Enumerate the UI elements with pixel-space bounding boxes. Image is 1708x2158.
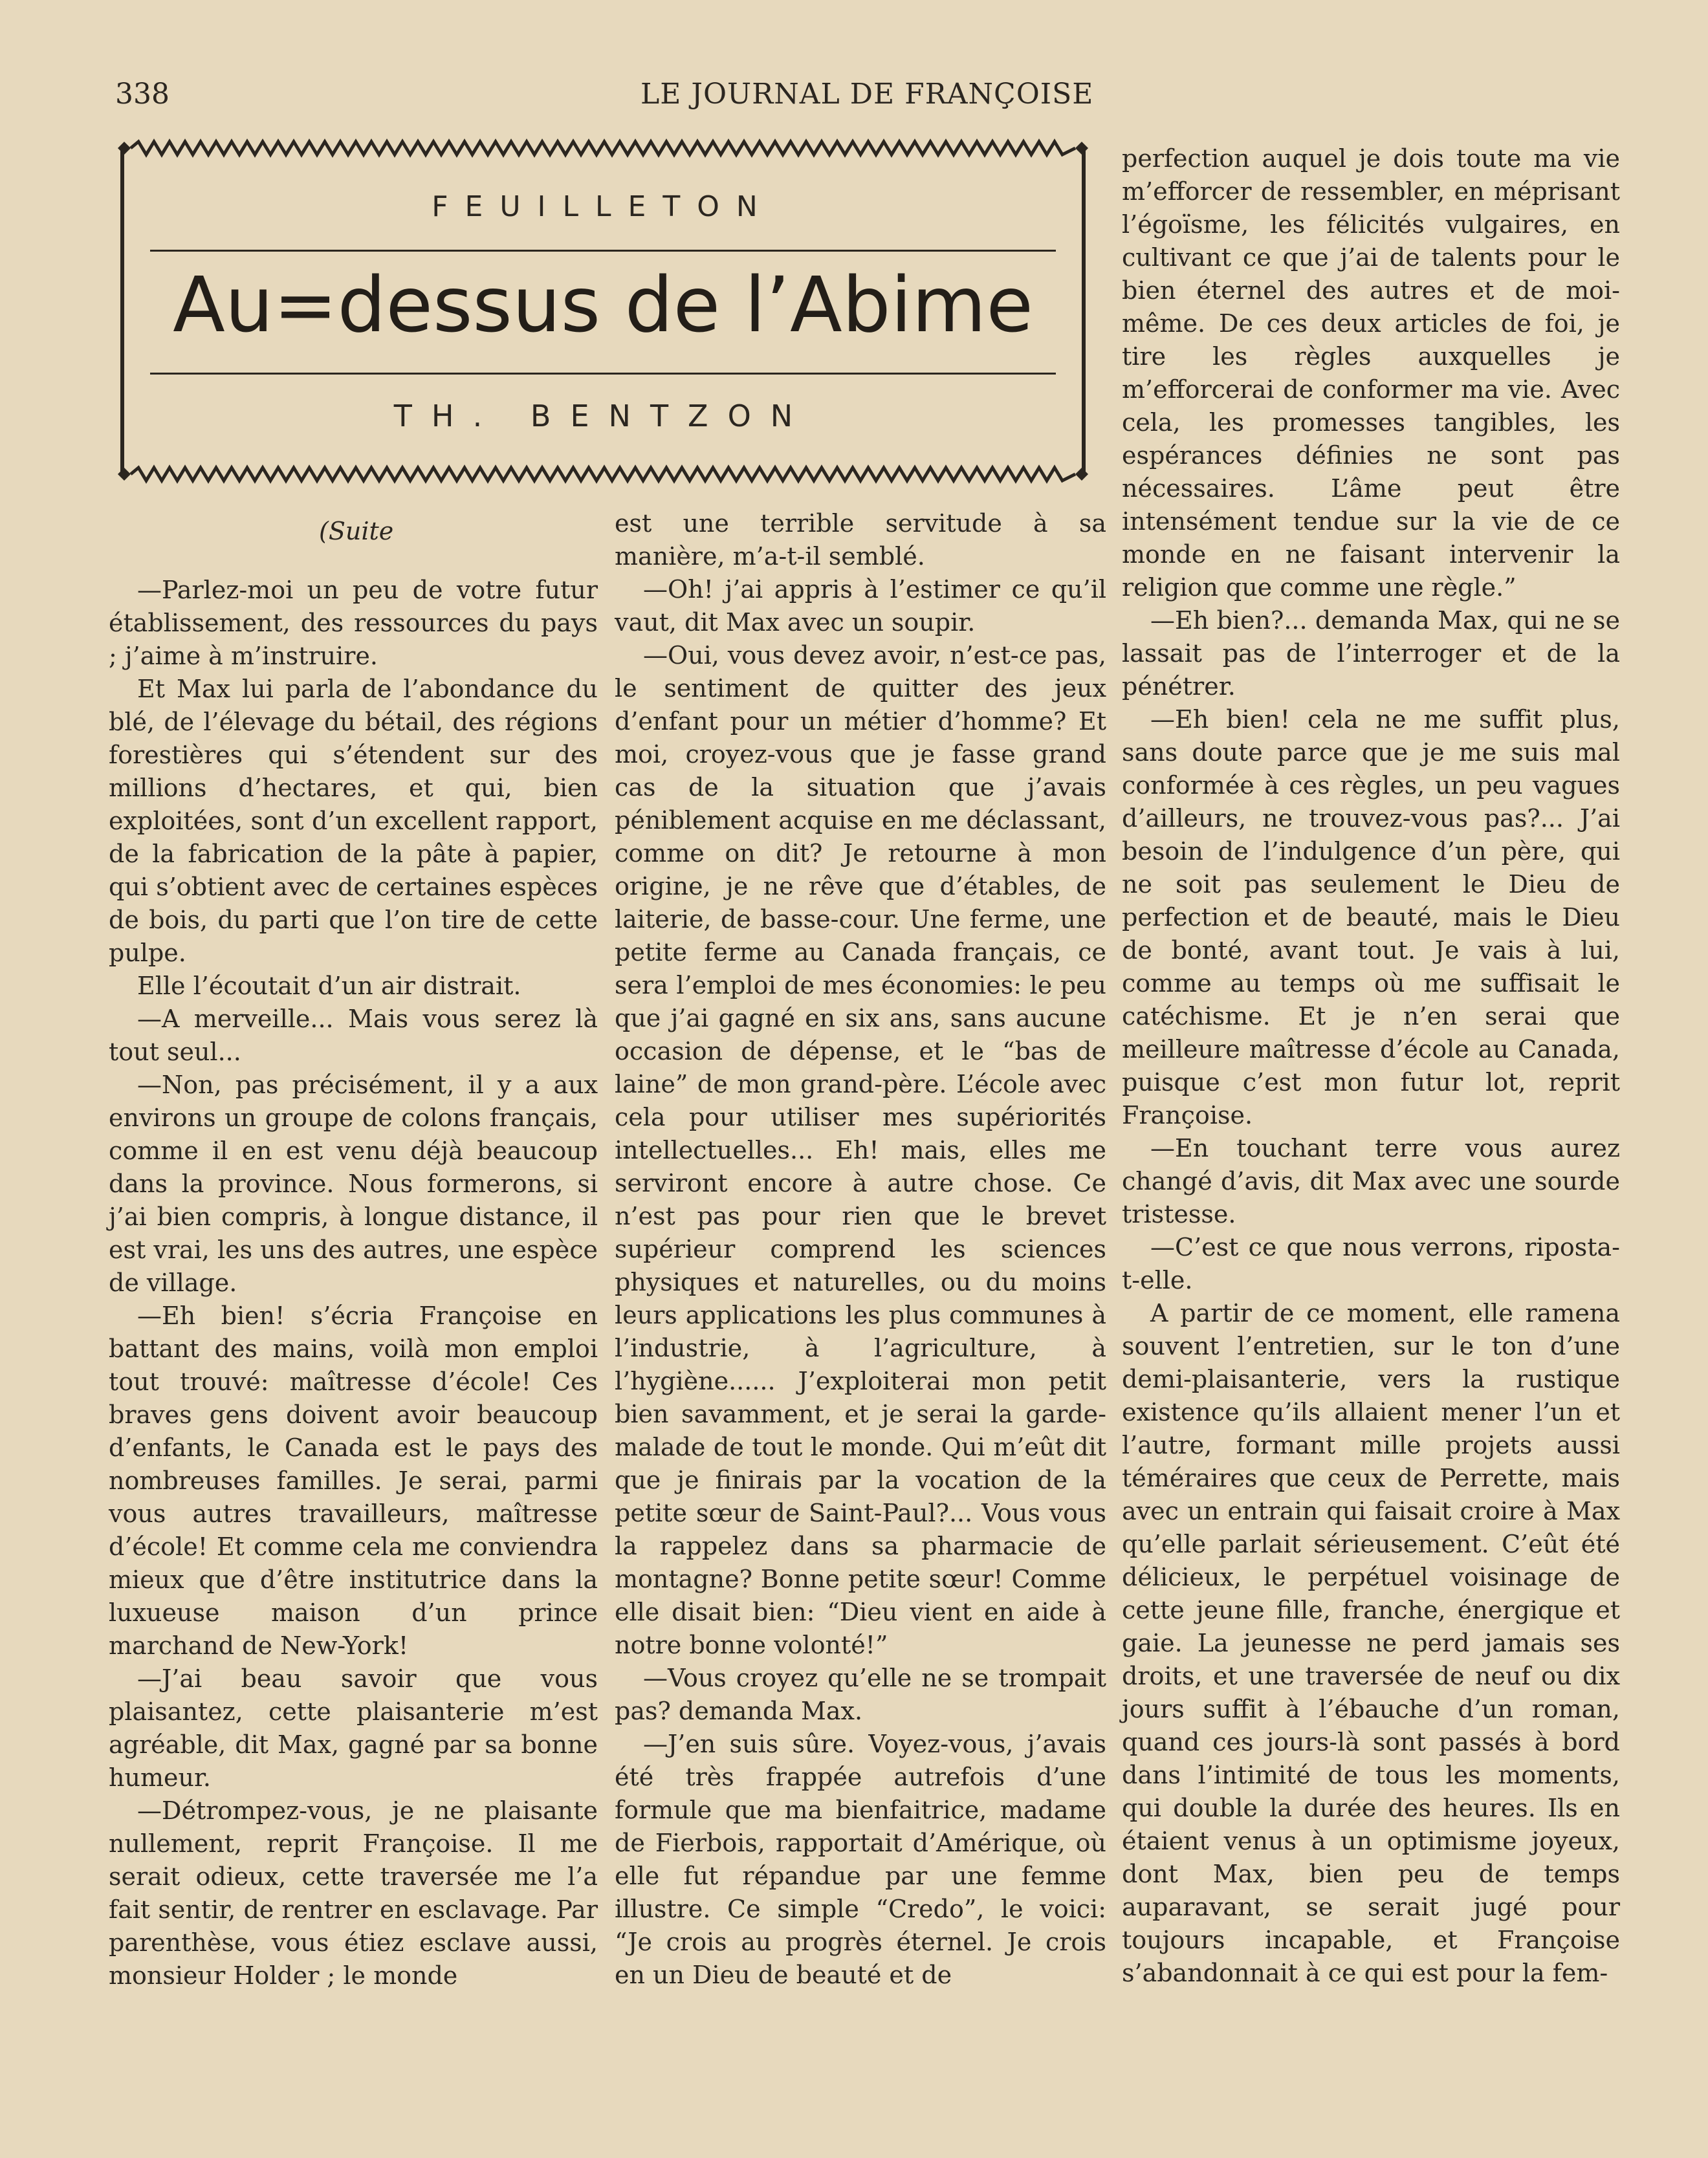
paragraph: —Détrompez-vous, je ne plaisante nullement, reprit Françoise. Il me serait odieux, cette traversée me l’a fait sentir, de rentrer en esclavage. Par parenthèse, vous étiez esclave aussi, monsieur Holder ; le monde xyxy=(109,1796,598,1990)
journal-title: LE JOURNAL DE FRANÇOISE xyxy=(640,78,1094,111)
paragraph: —Oui, vous devez avoir, n’est-ce pas, le sentiment de quitter des jeux d’enfant pour un métier d’homme? Et moi, croyez-vous que je fasse grand cas de la situation que j’avais péniblement acquise en me déclassant, comme on dit? Je retourne à mon origine, je ne rêve que d’étables, de laiterie, de basse-cour. Une ferme, une petite ferme au Canada français, ce sera l’emploi de mes économies: le peu que j’ai gagné en six ans, sans aucune occasion de dépense, et le “bas de laine” de mon grand-père. L’école avec cela pour utiliser mes supériorités intellectuelles... Eh! mais, elles me serviront encore à autre chose. Ce n’est pas pour rien que le brevet supérieur comprend les sciences physiques et naturelles, ou du moins leurs applications les plus communes à l’industrie, à l’agriculture, à l’hygiène...... J’exploiterai mon petit bien savamment, et je serai la garde-malade de tout le monde. Qui m’eût dit que je finirais par la vocation de la petite sœur de Saint-Paul?... Vous vous la rappelez dans sa pharmacie de montagne? Bonne petite sœur! Comme elle disait bien: “Dieu vient en aide à notre bonne volonté!” xyxy=(615,641,1106,1659)
paragraph: Et Max lui parla de l’abondance du blé, de l’élevage du bétail, des régions forestières qui s’étendent sur des millions d’hectares, et qui, bien exploitées, sont d’un excellent rapport, de la fabrication de la pâte à papier, qui s’obtient avec de certaines espèces de bois, du parti que l’on tire de cette pulpe. xyxy=(109,675,598,967)
title-rule-top xyxy=(150,250,1056,252)
paragraph: —Eh bien! s’écria Françoise en battant des mains, voilà mon emploi tout trouvé: maîtresse d’école! Ces braves gens doivent avoir beaucoup d’enfants, le Canada est le pays des nombreuses familles. Je serai, parmi vous autres travailleurs, maîtresse d’école! Et comme cela me conviendra mieux que d’être institutrice dans la luxueuse maison d’un prince marchand de New-York! xyxy=(109,1302,598,1660)
page-number: 338 xyxy=(115,78,170,111)
zigzag-border-bottom xyxy=(118,463,1088,485)
paragraph: perfection auquel je dois toute ma vie m’efforcer de ressembler, en méprisant l’égoïsme, les félicités vulgaires, en cultivant ce que j’ai de talents pour le bien éternel des autres et de moi-même. De ces deux articles de foi, je tire les règles auxquelles je m’efforcerai de conformer ma vie. Avec cela, les promesses tangibles, les espérances définies ne sont pas nécessaires. L’âme peut être intensément tendue sur la vie de ce monde en ne faisant intervenir la religion que comme une règle.” xyxy=(1122,144,1620,602)
text-column-2 xyxy=(615,507,1106,1992)
feuilleton-kicker: FEUILLETON xyxy=(432,190,774,223)
paragraph: —J’en suis sûre. Voyez-vous, j’avais été très frappée autrefois d’une formule que ma bienfaitrice, madame de Fierbois, rapportait d’Amérique, où elle fut répandue par une femme illustre. Ce simple “Credo”, le voici: “Je crois au progrès éternel. Je crois en un Dieu de beauté et de xyxy=(615,1730,1106,1989)
paragraph: A partir de ce moment, elle ramena souvent l’entretien, sur le ton d’une demi-plaisanterie, vers la rustique existence qu’ils allaient mener l’un et l’autre, formant mille projets aussi téméraires que ceux de Perrette, mais avec un entrain qui faisait croire à Max qu’elle parlait sérieusement. C’eût été délicieux, le perpétuel voisinage de cette jeune fille, franche, énergique et gaie. La jeunesse ne perd jamais ses droits, et une traversée de neuf ou dix jours suffit à l’ébauche d’un roman, quand ces jours-là sont passés à bord dans l’intimité de tous les moments, qui double la durée des heures. Ils en étaient venus à un optimisme joyeux, dont Max, bien peu de temps auparavant, se serait jugé pour toujours incapable, et Françoise s’abandonnait à ce qui est pour la fem- xyxy=(1122,1299,1620,1987)
paragraph: —Parlez-moi un peu de votre futur établissement, des ressources du pays ; j’aime à m’instruire. xyxy=(109,576,598,670)
zigzag-border-top xyxy=(118,137,1088,159)
paragraph: —Eh bien! cela ne me suffit plus, sans doute parce que je me suis mal conformée à ces règles, un peu vagues d’ailleurs, ne trouvez-vous pas?... J’ai besoin de l’indulgence d’un père, qui ne soit pas seulement le Dieu de perfection et de beauté, mais le Dieu de bonté, avant tout. Je vais à lui, comme au temps où me suffisait le catéchisme. Et je n’en serai que meilleure maîtresse d’école au Canada, puisque c’est mon futur lot, reprit Françoise. xyxy=(1122,705,1620,1129)
paragraph: —J’ai beau savoir que vous plaisantez, cette plaisanterie m’est agréable, dit Max, gagné par sa bonne humeur. xyxy=(109,1664,598,1792)
text-column-3 xyxy=(1122,142,1620,1990)
paragraph: est une terrible servitude à sa manière, m’a-t-il semblé. xyxy=(615,509,1106,571)
feuilleton-title-box xyxy=(120,146,1086,476)
paragraph: Elle l’écoutait d’un air distrait. xyxy=(137,972,521,1000)
paragraph: —C’est ce que nous verrons, riposta-t-elle. xyxy=(1122,1233,1620,1294)
page-header xyxy=(0,71,1708,116)
paragraph: —Eh bien?... demanda Max, qui ne se lassait pas de l’interroger et de la pénétrer. xyxy=(1122,606,1620,701)
paragraph: —Vous croyez qu’elle ne se trompait pas? demanda Max. xyxy=(615,1664,1106,1725)
paragraph: —Non, pas précisément, il y a aux environs un groupe de colons français, comme il en est venu déjà beaucoup dans la province. Nous formerons, si j’ai bien compris, à longue distance, il est vrai, les uns des autres, une espèce de village. xyxy=(109,1071,598,1297)
story-title: Au=dessus de l’Abime xyxy=(173,260,1033,349)
title-rule-bottom xyxy=(150,373,1056,375)
paragraph: —En touchant terre vous aurez changé d’avis, dit Max avec une sourde tristesse. xyxy=(1122,1134,1620,1228)
paragraph: —Oh! j’ai appris à l’estimer ce qu’il vaut, dit Max avec un soupir. xyxy=(615,575,1106,637)
suite-label: (Suite xyxy=(319,517,394,545)
paragraph: —A merveille... Mais vous serez là tout seul... xyxy=(109,1005,598,1066)
text-column-1 xyxy=(109,515,598,1992)
author-name: TH. BENTZON xyxy=(393,398,813,433)
